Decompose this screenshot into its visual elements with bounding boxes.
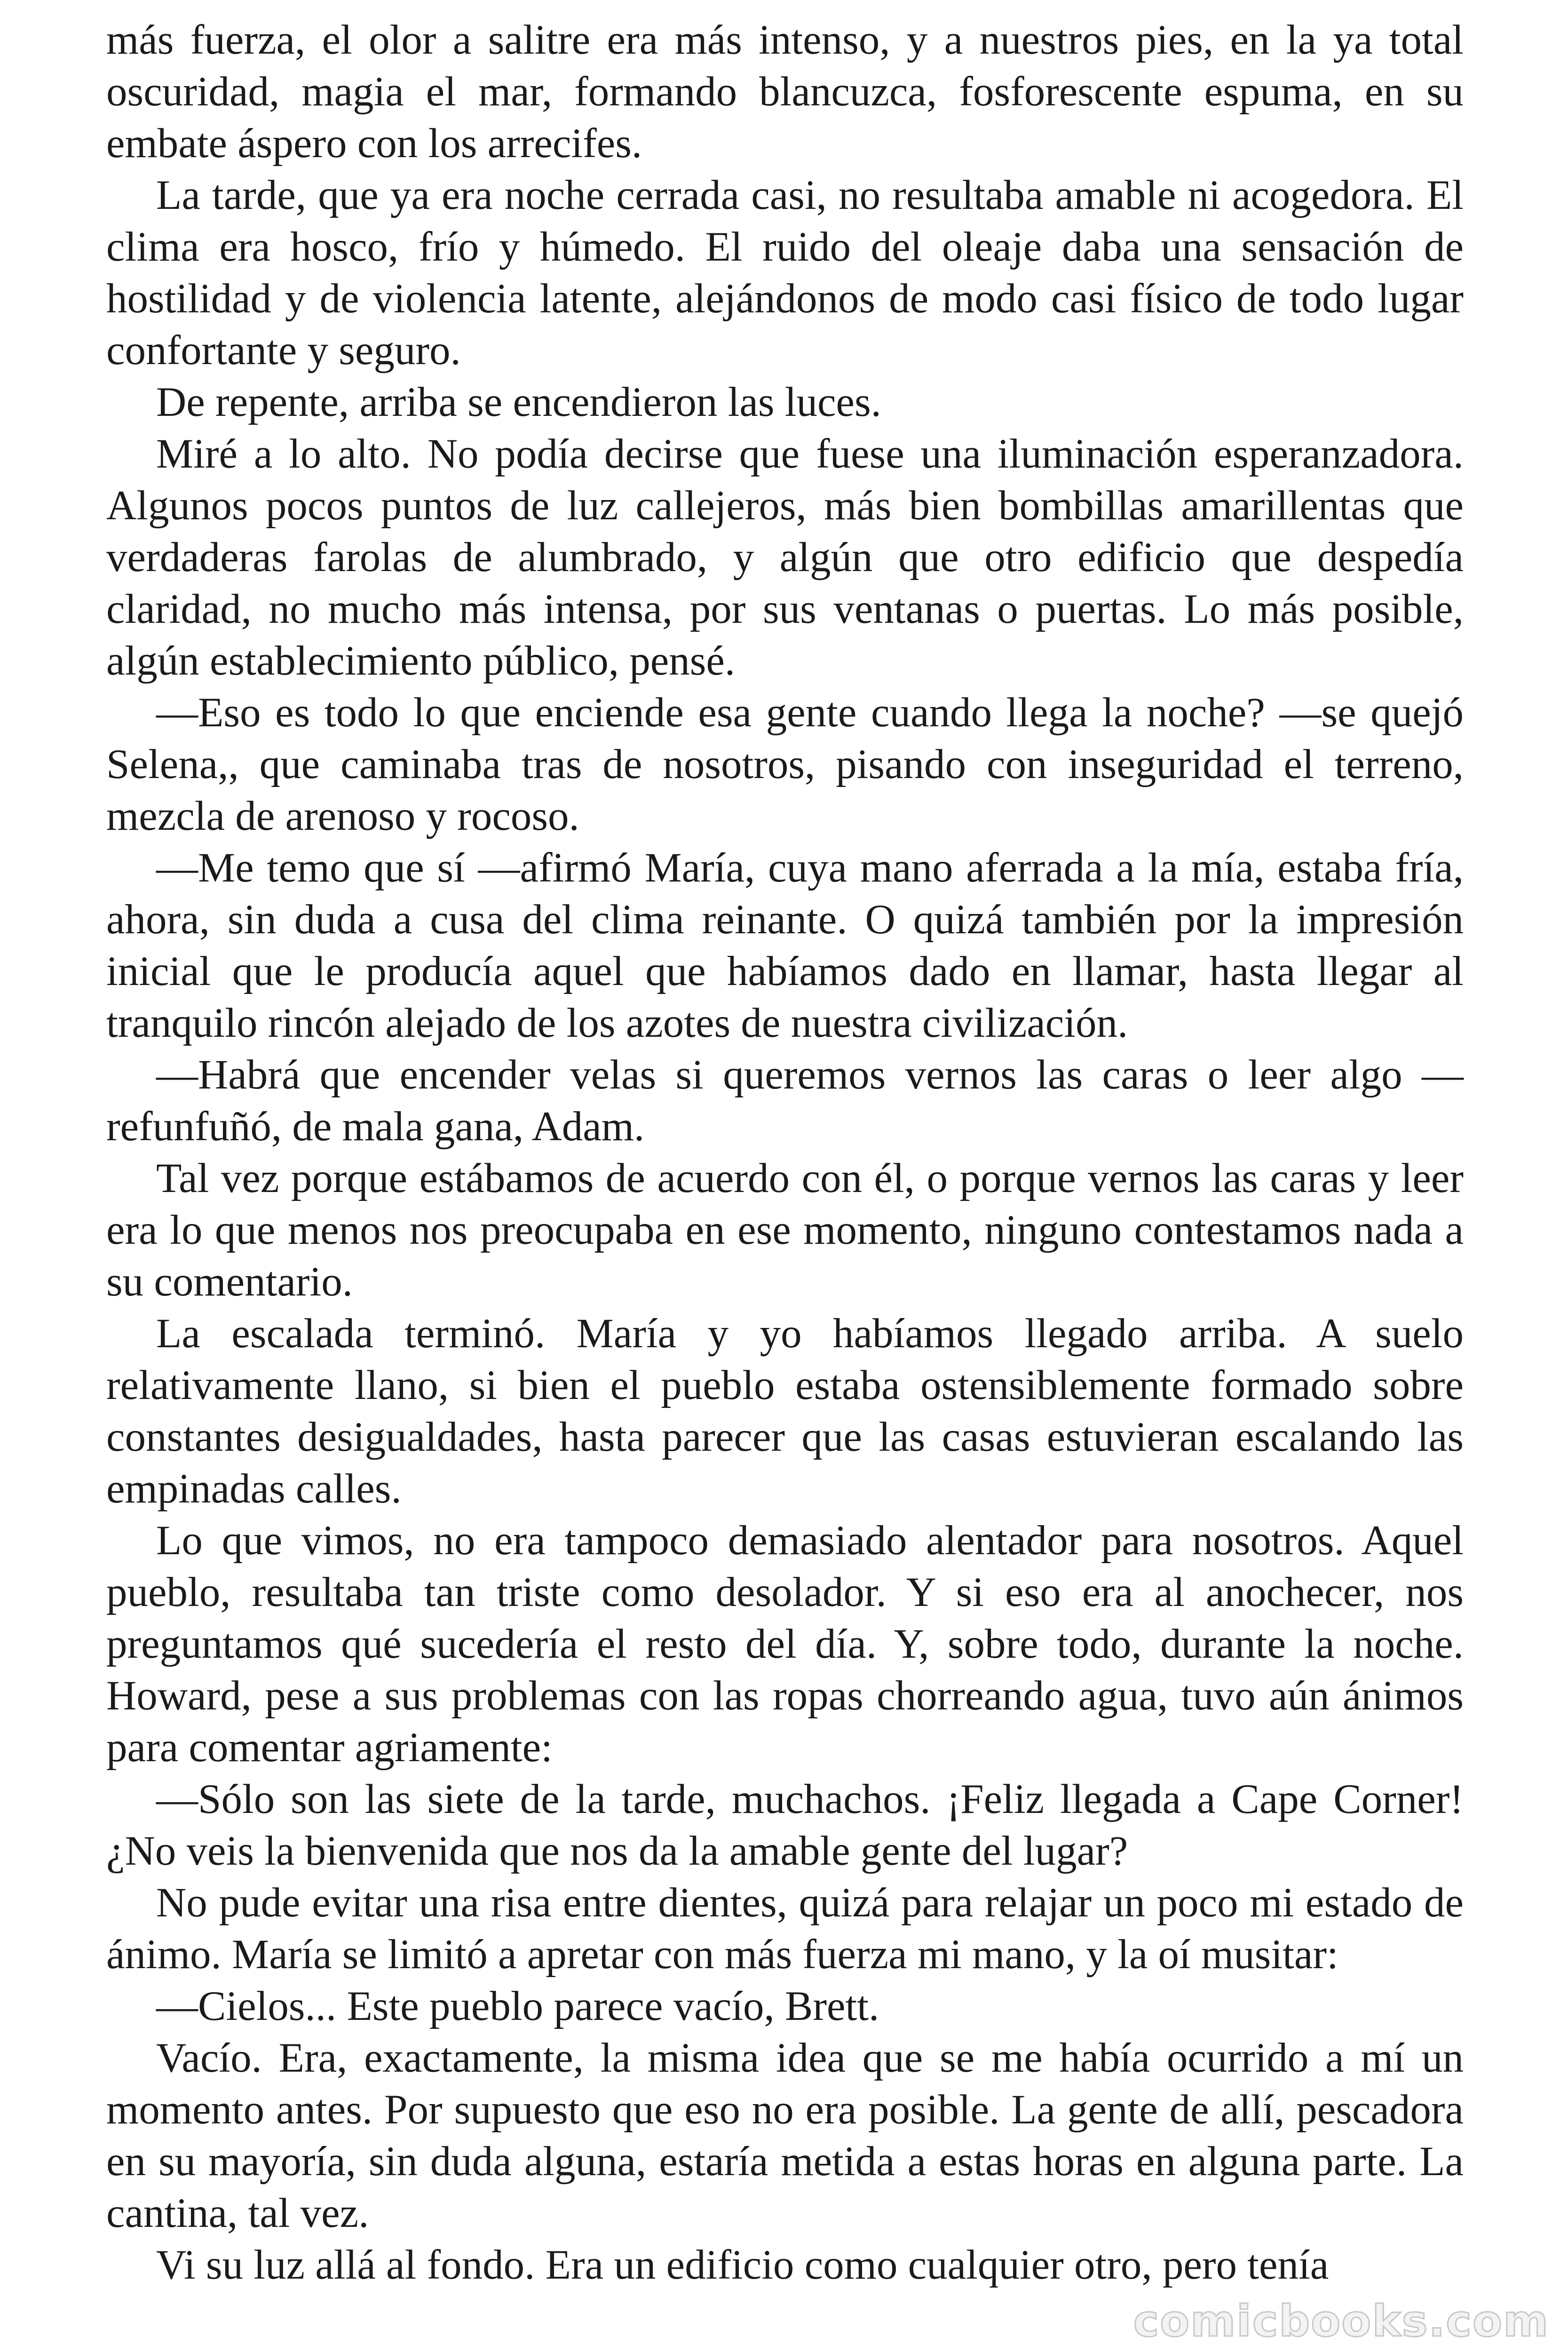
paragraph: No pude evitar una risa entre dientes, quizá para relajar un poco mi estado de ánimo. María se limitó a apretar con más fuerza mi mano, y la oí musitar:	[106, 1880, 1464, 1978]
paragraph: —Cielos... Este pueblo parece vacío, Brett.	[156, 1983, 879, 2029]
paragraph: De repente, arriba se encendieron las luces.	[156, 379, 881, 425]
watermark-logo: comicbooks.com	[1133, 2296, 1549, 2346]
book-page-text	[106, 14, 1464, 2291]
paragraph: Vacío. Era, exactamente, la misma idea que se me había ocurrido a mí un momento antes. Por supuesto que eso no era posible. La gente de allí, pescadora en su mayoría, sin duda alguna, estaría metida a estas horas en alguna parte. La cantina, tal vez.	[106, 2035, 1464, 2236]
paragraph: Vi su luz allá al fondo. Era un edificio como cualquier otro, pero tenía	[156, 2242, 1329, 2288]
paragraph: La escalada terminó. María y yo habíamos llegado arriba. A suelo relativamente llano, si bien el pueblo estaba ostensiblemente formado sobre constantes desigualdades, hasta parecer que las casas estuvieran escalando las empinadas calles.	[106, 1311, 1464, 1512]
paragraph: —Habrá que encender velas si queremos vernos las caras o leer algo —refunfuñó, de mala gana, Adam.	[106, 1052, 1464, 1150]
paragraph: Miré a lo alto. No podía decirse que fuese una iluminación esperanzadora. Algunos pocos puntos de luz callejeros, más bien bombillas amarillentas que verdaderas farolas de alumbrado, y algún que otro edificio que despedía claridad, no mucho más intensa, por sus ventanas o puertas. Lo más posible, algún establecimiento público, pensé.	[106, 431, 1464, 684]
paragraph: —Eso es todo lo que enciende esa gente cuando llega la noche? —se quejó Selena,, que caminaba tras de nosotros, pisando con inseguridad el terreno, mezcla de arenoso y rocoso.	[106, 690, 1464, 839]
paragraph: Tal vez porque estábamos de acuerdo con él, o porque vernos las caras y leer era lo que menos nos preocupaba en ese momento, ninguno contestamos nada a su comentario.	[106, 1155, 1464, 1305]
paragraph: La tarde, que ya era noche cerrada casi, no resultaba amable ni acogedora. El clima era hosco, frío y húmedo. El ruido del oleaje daba una sensación de hostilidad y de violencia latente, alejándonos de modo casi físico de todo lugar confortante y seguro.	[106, 172, 1464, 373]
paragraph: más fuerza, el olor a salitre era más intenso, y a nuestros pies, en la ya total oscuridad, magia el mar, formando blancuzca, fosforescente espuma, en su embate áspero con los arrecifes.	[106, 17, 1464, 167]
paragraph: —Sólo son las siete de la tarde, muchachos. ¡Feliz llegada a Cape Corner! ¿No veis la bienvenida que nos da la amable gente del lugar?	[106, 1776, 1464, 1874]
paragraph: —Me temo que sí —afirmó María, cuya mano aferrada a la mía, estaba fría, ahora, sin duda a cusa del clima reinante. O quizá también por la impresión inicial que le producía aquel que habíamos dado en llamar, hasta llegar al tranquilo rincón alejado de los azotes de nuestra civilización.	[106, 845, 1464, 1046]
paragraph: Lo que vimos, no era tampoco demasiado alentador para nosotros. Aquel pueblo, resultaba tan triste como desolador. Y si eso era al anochecer, nos preguntamos qué sucedería el resto del día. Y, sobre todo, durante la noche. Howard, pese a sus problemas con las ropas chorreando agua, tuvo aún ánimos para comentar agriamente:	[106, 1518, 1464, 1771]
